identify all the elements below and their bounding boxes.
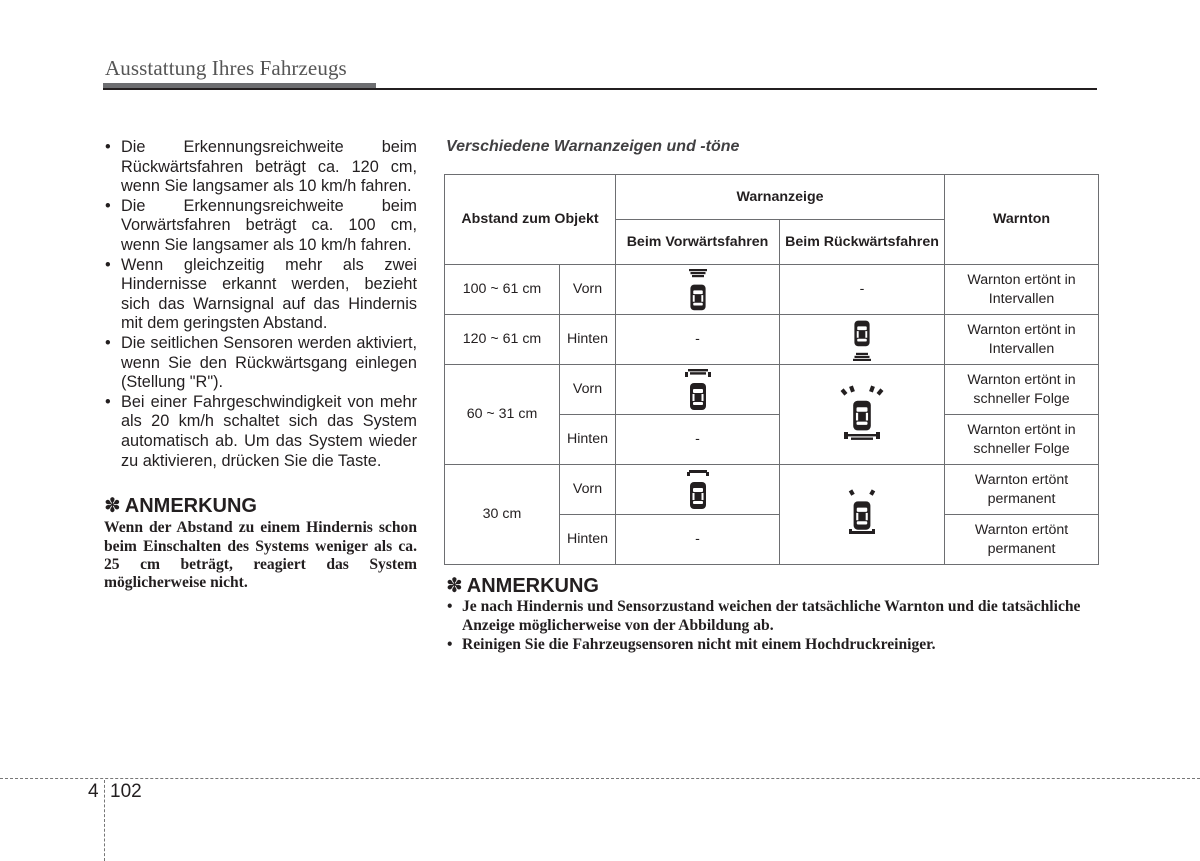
cell-tone: Warnton ertönt in schneller Folge [945, 415, 1099, 465]
cell-position: Vorn [560, 365, 616, 415]
car-front-sensor-far-icon [684, 267, 712, 313]
header-indicator: Warnanzeige [616, 175, 945, 220]
cell-position: Hinten [560, 515, 616, 565]
car-front-sensor-near-icon [684, 467, 712, 513]
cell-tone: Warnton ertönt permanent [945, 465, 1099, 515]
chapter-number: 4 [88, 781, 99, 802]
cell-distance: 120 ~ 61 cm [445, 315, 560, 365]
cell-tone: Warnton ertönt in Intervallen [945, 265, 1099, 315]
cell-position: Hinten [560, 415, 616, 465]
footer-margin-rule [104, 780, 105, 861]
cell-forward [616, 265, 780, 315]
list-item: • Je nach Hindernis und Sensorzustand weichen der tatsächliche Warnton und die tatsächliche Anzeige möglicherweise von der Abbildung ab. [446, 598, 1098, 636]
cell-tone: Warnton ertönt in schneller Folge [945, 365, 1099, 415]
list-item: • Reinigen Sie die Fahrzeugsensoren nicht mit einem Hochdruckreiniger. [446, 636, 1098, 655]
header-tone: Warnton [945, 175, 1099, 265]
car-rear-sensor-far-icon [848, 317, 876, 363]
table-row [445, 315, 1099, 365]
table-row [445, 465, 1099, 515]
note-list [446, 598, 1098, 654]
right-note [446, 574, 1098, 654]
header-distance: Abstand zum Objekt [445, 175, 616, 265]
cell-distance: 100 ~ 61 cm [445, 265, 560, 315]
cell-tone: Warnton ertönt permanent [945, 515, 1099, 565]
cell-reverse: - [780, 265, 945, 315]
header-rule [103, 88, 1097, 90]
cell-forward: - [616, 415, 780, 465]
cell-forward [616, 365, 780, 415]
cell-forward: - [616, 315, 780, 365]
cell-forward: - [616, 515, 780, 565]
note-heading [104, 495, 417, 517]
list-item: • Die Erkennungsreichweite beim Rückwärtsfahren beträgt ca. 120 cm, wenn Sie langsamer als 10 km/h fahren. [104, 138, 417, 197]
cell-reverse [780, 465, 945, 565]
car-rear-sensor-near-icon [844, 487, 880, 543]
table-row [445, 265, 1099, 315]
note-body: Wenn der Abstand zu einem Hindernis schon beim Einschalten des Systems weniger als ca. 25 cm beträgt, reagiert das System möglicherweise nicht. [104, 519, 417, 592]
left-column [104, 138, 417, 593]
page-number: 102 [110, 781, 142, 802]
cell-distance: 30 cm [445, 465, 560, 565]
list-item: • Die seitlichen Sensoren werden aktiviert, wenn Sie den Rückwärtsgang einlegen (Stellung "R"). [104, 334, 417, 393]
note-star-icon: ✽ [104, 495, 121, 518]
page-header-title: Ausstattung Ihres Fahrzeugs [105, 56, 347, 80]
warning-table [444, 174, 1099, 565]
cell-tone: Warnton ertönt in Intervallen [945, 315, 1099, 365]
cell-position: Vorn [560, 465, 616, 515]
note-heading-label: ANMERKUNG [124, 495, 257, 518]
note-heading-label: ANMERKUNG [466, 575, 599, 597]
cell-position: Vorn [560, 265, 616, 315]
table-row [445, 365, 1099, 415]
cell-reverse [780, 365, 945, 465]
detection-range-list [104, 138, 417, 471]
list-item: • Die Erkennungsreichweite beim Vorwärtsfahren beträgt ca. 100 cm, wenn Sie langsamer als 10 km/h fahren. [104, 197, 417, 256]
list-item: • Bei einer Fahrgeschwindigkeit von mehr als 20 km/h schaltet sich das System automatisch ab. Um das System wieder zu aktivieren, drücken Sie die Taste. [104, 393, 417, 471]
car-front-sensor-mid-icon [683, 367, 713, 413]
header-reverse: Beim Rückwärtsfahren [780, 220, 945, 265]
cell-forward [616, 465, 780, 515]
note-heading [446, 574, 1098, 598]
table-caption: Verschiedene Warnanzeigen und -töne [446, 138, 740, 155]
list-item: • Wenn gleichzeitig mehr als zwei Hindernisse erkannt werden, bezieht sich das Warnsignal auf das Hindernis mit dem geringsten Abstand. [104, 256, 417, 334]
footer-rule [0, 778, 1200, 779]
header-forward: Beim Vorwärtsfahren [616, 220, 780, 265]
cell-reverse [780, 315, 945, 365]
cell-position: Hinten [560, 315, 616, 365]
cell-distance: 60 ~ 31 cm [445, 365, 560, 465]
car-rear-sensor-mid-icon [840, 384, 884, 446]
note-star-icon: ✽ [446, 575, 463, 597]
